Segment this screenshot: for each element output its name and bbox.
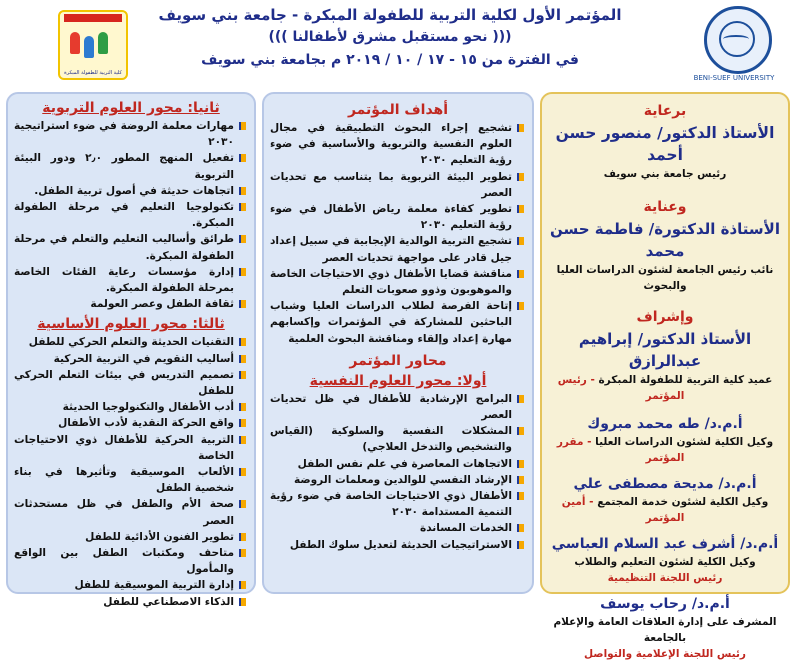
axis3-list bbox=[8, 334, 254, 609]
care-label: وعناية bbox=[643, 199, 687, 215]
list-item: الذكاء الاصطناعي للطفل bbox=[14, 594, 248, 610]
list-item: تشجيع التربية الوالدية الإيجابية في سبيل إعداد جيل قادر على مواجهة تحديات العصر bbox=[270, 233, 526, 265]
supervision-label: وإشراف bbox=[636, 309, 694, 325]
member-name: أ.م.د/ طه محمد مبروك bbox=[587, 416, 743, 432]
patron-block bbox=[542, 100, 788, 182]
list-item: إدارة مؤسسات رعاية الفئات الخاصة بمرحلة الطفولة المبكرة. bbox=[14, 264, 248, 296]
committee-member bbox=[542, 414, 788, 466]
axis2-list bbox=[8, 118, 254, 312]
care-block bbox=[542, 196, 788, 294]
conference-slogan: ((( نحو مستقبل مشرق لأطفالنا ))) bbox=[268, 29, 512, 45]
axes-panel bbox=[6, 92, 256, 608]
axis1-list bbox=[264, 391, 532, 553]
child-figure-icon bbox=[84, 36, 94, 58]
care-name: الأستاذة الدكتورة/ فاطمة حسن محمد bbox=[549, 220, 780, 260]
committee-member bbox=[542, 474, 788, 526]
member-name: أ.م.د/ أشرف عبد السلام العباسي bbox=[551, 536, 779, 552]
patrons-panel bbox=[540, 92, 790, 660]
list-item: ثقافة الطفل وعصر العولمة bbox=[14, 296, 248, 312]
list-item: التربية الحركية للأطفال ذوي الاحتياجات الخاصة bbox=[14, 432, 248, 464]
list-item: الألعاب الموسيقية وتأثيرها في بناء شخصية الطفل bbox=[14, 464, 248, 496]
goals-panel bbox=[262, 92, 534, 594]
list-item: تطوير الفنون الأدائية للطفل bbox=[14, 529, 248, 545]
patron-name: الأستاذ الدكتور/ منصور حسن أحمد bbox=[555, 124, 775, 164]
faculty-logo-caption: كلية التربية للطفولة المبكرة bbox=[64, 70, 122, 76]
university-logo bbox=[686, 4, 782, 82]
child-figure-icon bbox=[98, 32, 108, 54]
list-item: البرامج الإرشادية للأطفال في ظل تحديات العصر bbox=[270, 391, 526, 423]
list-item: تطوير كفاءة معلمة رياض الأطفال في ضوء رؤية التعليم ٢٠٣٠ bbox=[270, 201, 526, 233]
list-item: إدارة التربية الموسيقية للطفل bbox=[14, 577, 248, 593]
list-item: الأطفال ذوي الاحتياجات الخاصة في ضوء رؤية التنمية المستدامة ٢٠٣٠ bbox=[270, 488, 526, 520]
list-item: تصميم التدريس في بيئات التعلم الحركي للطفل bbox=[14, 367, 248, 399]
goals-list bbox=[264, 120, 532, 347]
list-item: الإرشاد النفسي للوالدين ومعلمات الروضة bbox=[270, 472, 526, 488]
member-name: أ.م.د/ رحاب يوسف bbox=[600, 596, 730, 612]
supervisor-name: الأستاذ الدكتور/ إبراهيم عبدالرازق bbox=[578, 330, 752, 370]
list-item: المشكلات النفسية والسلوكية (القياس والتشخيص والتدخل العلاجي) bbox=[270, 423, 526, 455]
list-item: متاحف ومكتبات الطفل بين الواقع والمأمول bbox=[14, 545, 248, 577]
committee-member bbox=[542, 594, 788, 662]
university-seal-icon bbox=[704, 6, 772, 74]
list-item: التقنيات الحديثة والتعلم الحركي للطفل bbox=[14, 334, 248, 350]
axes-title: محاور المؤتمر bbox=[349, 352, 447, 369]
member-role: وكيل الكلية لشئون الدراسات العليا - مقرر المؤتمر bbox=[556, 436, 774, 464]
list-item: مناقشة قضايا الأطفال ذوي الاحتياجات الخاصة والموهوبون وذوو صعوبات التعلم bbox=[270, 266, 526, 298]
list-item: صحة الأم والطفل في ظل مستحدثات العصر bbox=[14, 496, 248, 528]
list-item: واقع الحركة النقدية لأدب الأطفال bbox=[14, 415, 248, 431]
axis3-title: ثالثا: محور العلوم الأساسية bbox=[37, 316, 225, 333]
list-item: مهارات معلمة الروضة في ضوء استراتيجية ٢٠٣٠ bbox=[14, 118, 248, 150]
list-item: تفعيل المنهج المطور ٢٫٠ ودور البيئة التربوية bbox=[14, 150, 248, 182]
supervision-block bbox=[542, 306, 788, 404]
list-item: أدب الأطفال والتكنولوجيا الحديثة bbox=[14, 399, 248, 415]
list-item: الاستراتيجيات الحديثة لتعديل سلوك الطفل bbox=[270, 537, 526, 553]
list-item: إتاحة الفرصة لطلاب الدراسات العليا وشباب الباحثين للمشاركة في المؤتمرات وإكسابهم مهارة إعداد وإلقاء ومناقشة البحوث العلمية bbox=[270, 298, 526, 347]
list-item: تطوير البيئة التربوية بما يتناسب مع تحديات العصر bbox=[270, 169, 526, 201]
university-logo-caption: BENI-SUEF UNIVERSITY bbox=[693, 74, 775, 82]
member-role-title: رئيس اللجنة الإعلامية والتواصل bbox=[584, 648, 746, 660]
conference-dates: في الفترة من ١٥ - ١٧ / ١٠ / ٢٠١٩ م بجامعة بني سويف bbox=[201, 52, 579, 68]
patron-role: رئيس جامعة بني سويف bbox=[603, 168, 727, 180]
conference-title: المؤتمر الأول لكلية التربية للطفولة المبكرة - جامعة بني سويف bbox=[158, 6, 622, 24]
member-name: أ.م.د/ مديحة مصطفى علي bbox=[573, 476, 757, 492]
list-item: أساليب التقويم في التربية الحركية bbox=[14, 351, 248, 367]
axis1-title: أولا: محور العلوم النفسية bbox=[309, 372, 487, 389]
faculty-logo bbox=[58, 10, 128, 80]
list-item: الخدمات المساندة bbox=[270, 520, 526, 536]
member-role: وكيل الكلية لشئون خدمة المجتمع - أمين المؤتمر bbox=[561, 496, 769, 524]
logo-banner bbox=[64, 14, 122, 22]
member-role-title: رئيس اللجنة التنظيمية bbox=[607, 572, 723, 584]
axis2-title: ثانيا: محور العلوم التربوية bbox=[42, 100, 220, 116]
list-item: طرائق وأساليب التعليم والتعلم في مرحلة الطفولة المبكرة. bbox=[14, 231, 248, 263]
conference-header bbox=[100, 4, 680, 84]
list-item: تكنولوجيا التعليم في مرحلة الطفولة المبكرة. bbox=[14, 199, 248, 231]
committee-member bbox=[542, 534, 788, 586]
list-item: اتجاهات حديثة في أصول تربية الطفل. bbox=[14, 183, 248, 199]
goals-title: أهداف المؤتمر bbox=[347, 102, 449, 118]
member-role: المشرف على إدارة العلاقات العامة والإعلام بالجامعة bbox=[553, 616, 777, 644]
list-item: تشجيع إجراء البحوث التطبيقية في مجال العلوم النفسية والتربوية والأساسية في ضوء رؤية التعليم ٢٠٣٠ bbox=[270, 120, 526, 169]
supervisor-role: عميد كلية التربية للطفولة المبكرة - رئيس المؤتمر bbox=[557, 374, 773, 402]
care-role: نائب رئيس الجامعة لشئون الدراسات العليا والبحوث bbox=[556, 264, 774, 292]
member-role: وكيل الكلية لشئون التعليم والطلاب bbox=[574, 556, 756, 568]
patron-label: برعاية bbox=[643, 103, 687, 119]
list-item: الاتجاهات المعاصرة في علم نفس الطفل bbox=[270, 456, 526, 472]
child-figure-icon bbox=[70, 32, 80, 54]
